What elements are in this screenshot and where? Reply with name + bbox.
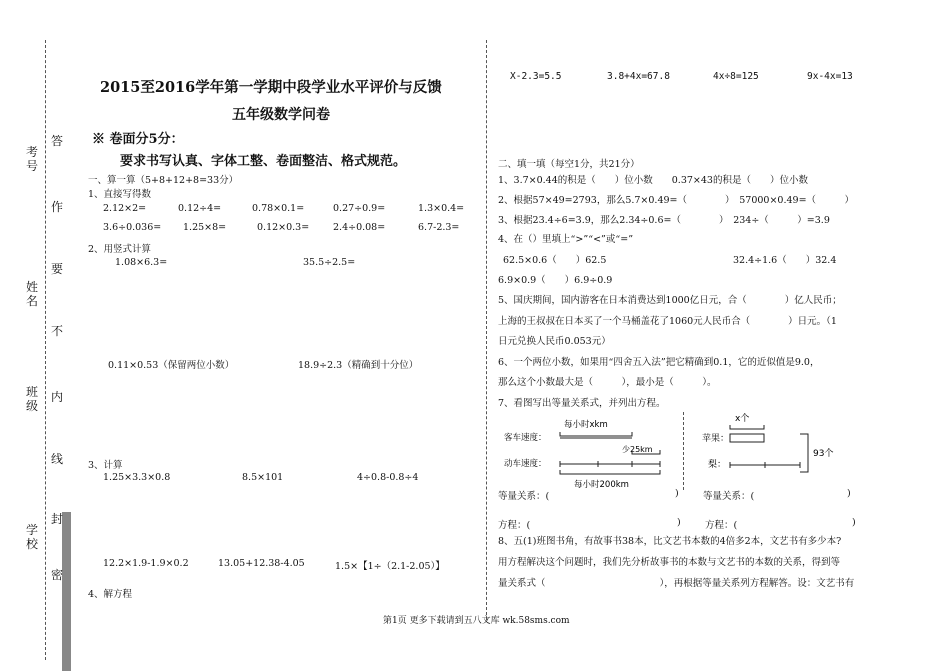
diagram-top-label: x个	[735, 414, 750, 424]
column-divider	[486, 40, 487, 620]
section1-heading: 一、算一算（5+8+12+8=33分）	[88, 175, 239, 186]
equation-label: 方程：(	[498, 520, 531, 531]
vertical-calc-item: 0.11×0.53（保留两位小数）	[108, 360, 235, 371]
question-4-item: 32.4÷1.6（ ）32.4	[733, 255, 837, 266]
part1-heading: 1、直接写得数	[88, 189, 152, 200]
diagram-row-label: 梨：	[708, 460, 727, 470]
diagram-bottom-label: 每小时200km	[574, 480, 629, 490]
calc-item: 4÷0.8-0.8÷4	[357, 472, 419, 483]
question-3: 3、根据23.4÷6=3.9，那么2.34÷0.6=（ ） 234÷（ ）=3.9	[498, 215, 830, 226]
relation-label: 等量关系：(	[703, 491, 755, 502]
top-brace	[560, 432, 632, 436]
seal-char: 内	[51, 390, 64, 404]
part3-heading: 3、计算	[88, 460, 123, 471]
seal-char: 线	[51, 452, 64, 466]
diagram-row-label: 苹果：	[702, 434, 730, 444]
question-6-line: 那么这个小数最大是（ ），最小是（ ）。	[498, 377, 717, 388]
question-5-line: 日元兑换人民币0.053元）	[498, 336, 611, 347]
equation-close: )	[852, 517, 856, 528]
part4-heading: 4、解方程	[88, 589, 133, 600]
diagram-row-label: 客车速度：	[504, 433, 547, 443]
question-4: 4、在（）里填上“>”“<”或“=”	[498, 234, 634, 245]
calc-item: 12.2×1.9-1.9×0.2	[103, 558, 189, 569]
page-subtitle: 五年级数学问卷	[232, 107, 330, 123]
seal-char: 不	[51, 324, 64, 338]
mental-math-item: 0.27÷0.9=	[333, 203, 386, 214]
speed-line-diagram	[498, 410, 683, 492]
question-8-line: 用方程解决这个问题时，我们先分析故事书的本数与文艺书的本数的关系，得到等	[498, 557, 841, 568]
top-brace	[730, 425, 764, 429]
equation-item: 3.8+4x=67.8	[607, 71, 670, 82]
apple-segment	[730, 434, 764, 442]
fruit-line-diagram	[700, 410, 850, 486]
mental-math-item: 1.3×0.4=	[418, 203, 465, 214]
seal-char: 答	[51, 134, 64, 148]
question-7: 7、看图写出等量关系式，并列出方程。	[498, 398, 666, 409]
vertical-calc-item: 18.9÷2.3（精确到十分位）	[298, 360, 419, 371]
seal-char: 要	[51, 262, 64, 276]
diagram-total-label: 93个	[813, 449, 834, 459]
mental-math-item: 2.4÷0.08=	[333, 222, 386, 233]
seal-char: 作	[51, 200, 64, 214]
question-2: 2、根据57×49=2793，那么5.7×0.49=（ ） 57000×0.49=（ ）	[498, 195, 855, 206]
section2-heading: 二、填一填（每空1分，共21分）	[498, 159, 640, 170]
calc-item: 1.25×3.3×0.8	[103, 472, 171, 483]
relation-label: 等量关系：(	[498, 491, 550, 502]
mental-math-item: 0.12÷4=	[178, 203, 222, 214]
binding-label-name: 姓名	[26, 280, 39, 308]
relation-close: )	[847, 488, 851, 499]
question-6-line: 6、一个两位小数，如果用“四舍五入法”把它精确到0.1，它的近似值是9.0，	[498, 357, 820, 368]
mental-math-item: 0.78×0.1=	[252, 203, 305, 214]
calc-item: 13.05+12.38-4.05	[218, 558, 305, 569]
equation-label: 方程：(	[705, 520, 738, 531]
mental-math-item: 2.12×2=	[103, 203, 147, 214]
diagram-small-label: 少25km	[622, 445, 653, 454]
mental-math-item: 3.6÷0.036=	[103, 222, 162, 233]
question-8-line: 8、五(1)班图书角，有故事书38本，比文艺书本数的4倍多2本，文艺书有多少本?	[498, 536, 842, 547]
total-brace	[800, 434, 808, 472]
question-5-line: 上海的王叔叔在日本买了一个马桶盖花了1060元人民币合（ ）日元。（1	[498, 316, 837, 327]
vertical-calc-item: 1.08×6.3=	[115, 257, 168, 268]
mental-math-item: 6.7-2.3=	[418, 222, 460, 233]
page-footer: 第1页 更多下载请到五八文库 wk.58sms.com	[383, 616, 570, 626]
question-1: 1、3.7×0.44的积是（ ）位小数 0.37×43的积是（ ）位小数	[498, 175, 808, 186]
relation-close: )	[675, 488, 679, 499]
neatness-note: ※ 卷面分5分：	[92, 132, 184, 147]
equation-close: )	[677, 517, 681, 528]
calc-item: 1.5×【1÷（2.1-2.05）】	[335, 561, 445, 572]
calc-item: 8.5×101	[242, 472, 284, 483]
question-8-line: 量关系式（ ），再根据等量关系列方程解答。设：文艺书有	[498, 578, 855, 589]
page-title: 2015至2016学年第一学期中段学业水平评价与反馈	[100, 79, 442, 96]
diagram-row-label: 动车速度：	[504, 459, 547, 469]
bottom-brace	[560, 470, 660, 474]
question-4-item: 62.5×0.6（ ）62.5	[503, 255, 607, 266]
part2-heading: 2、用竖式计算	[88, 244, 152, 255]
diagram-top-label: 每小时xkm	[564, 420, 608, 430]
diagram-divider	[683, 412, 684, 490]
equation-item: 4x÷8=125	[713, 71, 759, 82]
seal-char: 封	[51, 512, 64, 526]
seal-char: 密	[51, 568, 64, 582]
binding-label-exam-number: 考号	[26, 145, 39, 173]
vertical-calc-item: 35.5÷2.5=	[303, 257, 356, 268]
equation-item: X-2.3=5.5	[510, 71, 562, 82]
question-5-line: 5、国庆期间，国内游客在日本消费达到1000亿日元，合（ ）亿人民币；	[498, 295, 842, 306]
mental-math-item: 0.12×0.3=	[257, 222, 310, 233]
binding-line	[45, 40, 46, 660]
binding-label-class: 班级	[26, 385, 39, 413]
requirement-note: 要求书写认真、字体工整、卷面整洁、格式规范。	[120, 154, 407, 169]
equation-item: 9x-4x=13	[807, 71, 853, 82]
mental-math-item: 1.25×8=	[183, 222, 227, 233]
binding-label-school: 学校	[26, 523, 39, 551]
question-4-item: 6.9×0.9（ ）6.9÷0.9	[498, 275, 613, 286]
binding-gray-bar	[62, 512, 71, 671]
